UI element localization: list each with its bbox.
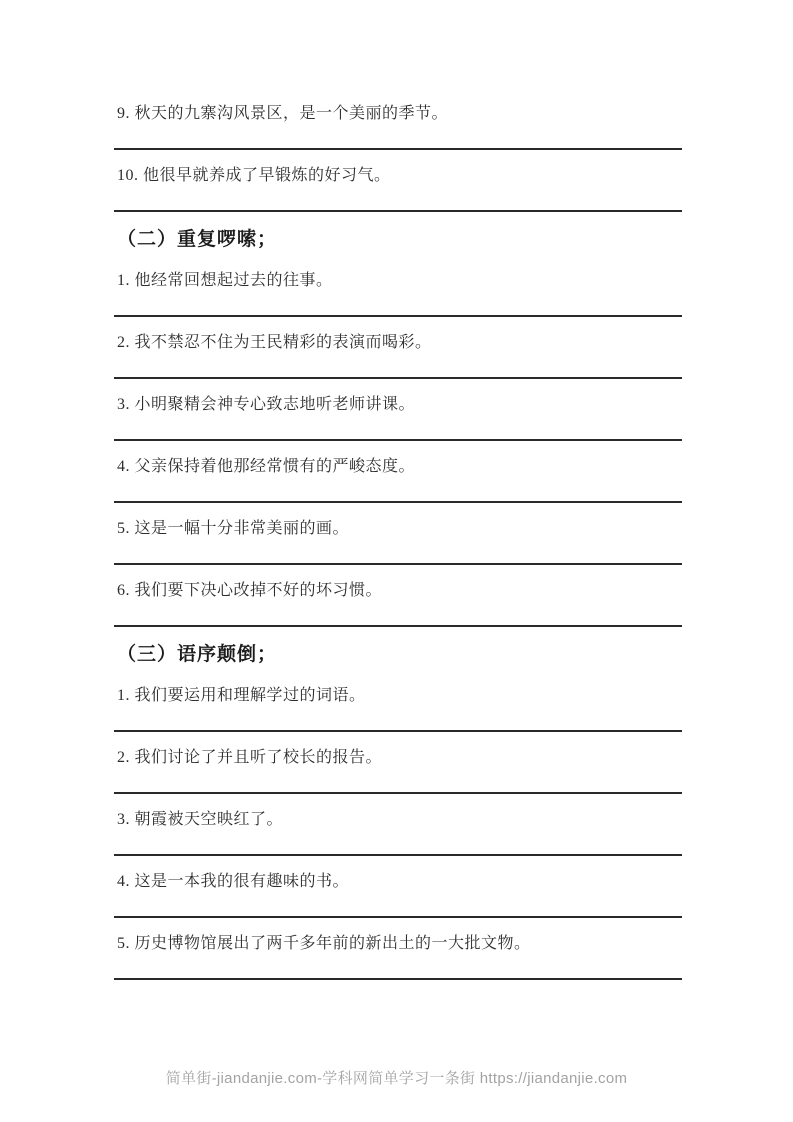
question-item (117, 518, 680, 565)
answer-line (114, 625, 682, 627)
question-item (117, 747, 680, 794)
footer-watermark: 简单街-jiandanjie.com-学科网简单学习一条街 https://jiandanjie.com (165, 1070, 628, 1087)
answer-line (114, 377, 682, 379)
question-text: 3. 小明聚精会神专心致志地听老师讲课。 (117, 396, 416, 413)
question-text: 1. 他经常回想起过去的往事。 (117, 272, 333, 289)
section-heading-word-order: （三）语序颠倒； (117, 644, 278, 665)
question-text: 3. 朝霞被天空映红了。 (117, 811, 284, 828)
question-item (117, 933, 680, 980)
answer-line (114, 315, 682, 317)
question-text: 2. 我不禁忍不住为王民精彩的表演而喝彩。 (117, 334, 432, 351)
answer-line (114, 916, 682, 918)
answer-line (114, 792, 682, 794)
answer-line (114, 439, 682, 441)
question-text: 4. 这是一本我的很有趣味的书。 (117, 873, 350, 890)
question-text: 5. 历史博物馆展出了两千多年前的新出土的一大批文物。 (117, 935, 531, 952)
question-text: 10. 他很早就养成了早锻炼的好习气。 (117, 167, 391, 184)
answer-line (114, 148, 682, 150)
question-text: 1. 我们要运用和理解学过的词语。 (117, 687, 366, 704)
answer-line (114, 563, 682, 565)
question-item (117, 270, 680, 317)
question-item (117, 685, 680, 732)
answer-line (114, 501, 682, 503)
question-text: 4. 父亲保持着他那经常惯有的严峻态度。 (117, 458, 416, 475)
question-item (117, 165, 680, 212)
question-text: 2. 我们讨论了并且听了校长的报告。 (117, 749, 383, 766)
answer-line (114, 210, 682, 212)
question-item (117, 580, 680, 627)
answer-line (114, 854, 682, 856)
section-heading-repetition: （二）重复啰嗦； (117, 229, 278, 250)
question-text: 5. 这是一幅十分非常美丽的画。 (117, 520, 350, 537)
question-item (117, 394, 680, 441)
question-text: 9. 秋天的九寨沟风景区，是一个美丽的季节。 (117, 105, 449, 122)
answer-line (114, 978, 682, 980)
answer-line (114, 730, 682, 732)
question-text: 6. 我们要下决心改掉不好的坏习惯。 (117, 582, 383, 599)
question-item (117, 332, 680, 379)
question-item (117, 809, 680, 856)
question-item (117, 103, 680, 150)
worksheet-content (117, 103, 680, 995)
question-item (117, 456, 680, 503)
question-item (117, 871, 680, 918)
